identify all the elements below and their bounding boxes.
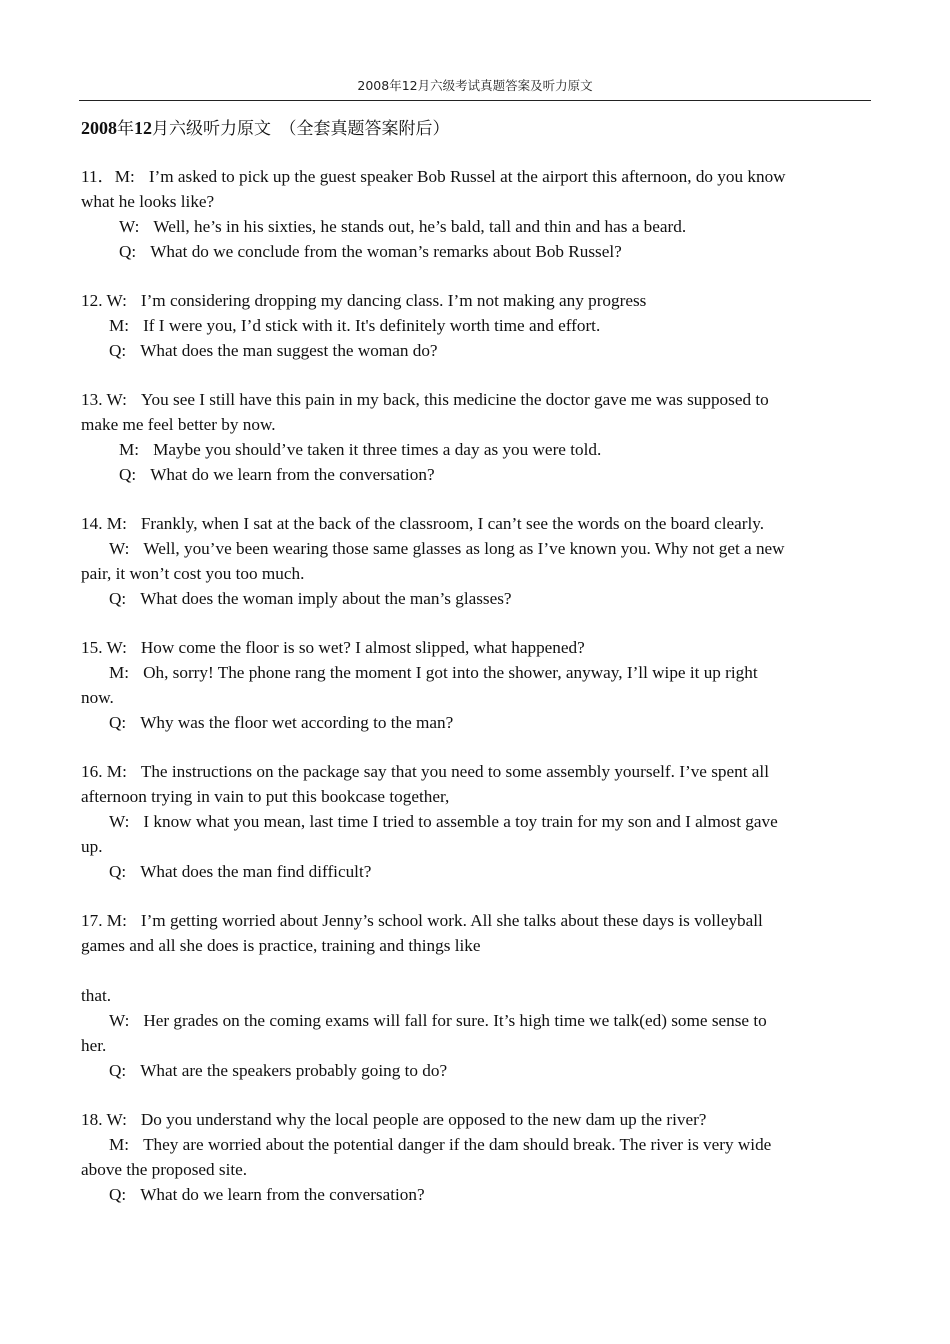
speaker-label: W: bbox=[106, 1110, 127, 1129]
question-item-18 bbox=[81, 1107, 871, 1207]
utterance: I’m considering dropping my dancing class. I’m not making any progress bbox=[140, 291, 647, 310]
speaker-label: W: bbox=[106, 638, 127, 657]
speaker-label: W: bbox=[106, 390, 127, 409]
question-text: What does the man suggest the woman do? bbox=[140, 341, 438, 360]
dialog-line bbox=[81, 759, 871, 784]
question-number: 17. bbox=[81, 911, 103, 930]
speaker-label: Q: bbox=[109, 1061, 127, 1080]
question-text: What do we learn from the conversation? bbox=[150, 465, 435, 484]
transcript bbox=[81, 164, 871, 1231]
question-line bbox=[81, 338, 871, 363]
continuation-line: now. bbox=[81, 688, 114, 707]
question-line bbox=[81, 1058, 871, 1083]
speaker-label: M: bbox=[106, 911, 127, 930]
question-line bbox=[81, 586, 871, 611]
utterance: If I were you, I’d stick with it. It's definitely worth time and effort. bbox=[143, 316, 601, 335]
utterance: Maybe you should’ve taken it three times a day as you were told. bbox=[153, 440, 602, 459]
dialog-line bbox=[81, 536, 871, 561]
question-item-13 bbox=[81, 387, 871, 487]
continuation-line: afternoon trying in vain to put this bookcase together, bbox=[81, 787, 450, 806]
continuation-line: what he looks like? bbox=[81, 192, 215, 211]
utterance: Well, he’s in his sixties, he stands out, he’s bald, tall and thin and has a beard. bbox=[153, 217, 687, 236]
question-line bbox=[81, 239, 871, 264]
speaker-label: W: bbox=[106, 291, 127, 310]
continuation-line: pair, it won’t cost you too much. bbox=[81, 564, 305, 583]
speaker-label: M: bbox=[109, 1135, 130, 1154]
question-text: What does the woman imply about the man’s glasses? bbox=[140, 589, 512, 608]
speaker-label: Q: bbox=[109, 589, 127, 608]
speaker-label: W: bbox=[109, 539, 130, 558]
document-title bbox=[81, 114, 450, 139]
dialog-line bbox=[81, 1107, 871, 1132]
speaker-label: Q: bbox=[119, 465, 137, 484]
utterance: How come the floor is so wet? I almost slipped, what happened? bbox=[140, 638, 585, 657]
speaker-label: M: bbox=[109, 663, 130, 682]
blank-line bbox=[81, 958, 871, 983]
speaker-label: W: bbox=[119, 217, 140, 236]
dialog-line bbox=[81, 511, 871, 536]
question-line bbox=[81, 859, 871, 884]
dialog-line bbox=[81, 313, 871, 338]
question-text: What are the speakers probably going to do? bbox=[140, 1061, 448, 1080]
dialog-line bbox=[81, 164, 871, 189]
utterance: I know what you mean, last time I tried to assemble a toy train for my son and I almost gave bbox=[143, 812, 778, 831]
utterance: You see I still have this pain in my back, this medicine the doctor gave me was supposed to bbox=[140, 390, 769, 409]
speaker-label: M: bbox=[114, 167, 135, 186]
question-text: What do we conclude from the woman’s remarks about Bob Russel? bbox=[150, 242, 622, 261]
utterance: Oh, sorry! The phone rang the moment I got into the shower, anyway, I’ll wipe it up right bbox=[143, 663, 758, 682]
question-item-15 bbox=[81, 635, 871, 735]
question-item-12 bbox=[81, 288, 871, 363]
speaker-label: W: bbox=[109, 812, 130, 831]
running-header: 2008年12月六级考试真题答案及听力原文 bbox=[357, 78, 593, 93]
question-line bbox=[81, 462, 871, 487]
continuation-line: that. bbox=[81, 986, 112, 1005]
speaker-label: Q: bbox=[109, 341, 127, 360]
question-line bbox=[81, 1182, 871, 1207]
utterance: Do you understand why the local people are opposed to the new dam up the river? bbox=[140, 1110, 707, 1129]
question-number: 15. bbox=[81, 638, 103, 657]
continuation-line: her. bbox=[81, 1036, 107, 1055]
title-month: 12 bbox=[134, 118, 152, 138]
speaker-label: M: bbox=[106, 514, 127, 533]
utterance: Well, you’ve been wearing those same glasses as long as I’ve known you. Why not get a new bbox=[143, 539, 785, 558]
utterance: Her grades on the coming exams will fall for sure. It’s high time we talk(ed) some sense to bbox=[143, 1011, 767, 1030]
question-number: 14. bbox=[81, 514, 103, 533]
title-year: 2008 bbox=[81, 118, 117, 138]
continuation-line: up. bbox=[81, 837, 103, 856]
question-text: What do we learn from the conversation? bbox=[140, 1185, 425, 1204]
dialog-line bbox=[81, 908, 871, 933]
dialog-line bbox=[81, 660, 871, 685]
title-rest: 月六级听力原文 （全套真题答案附后） bbox=[152, 119, 450, 139]
utterance: I’m getting worried about Jenny’s school work. All she talks about these days is volleyball bbox=[140, 911, 763, 930]
dialog-line bbox=[81, 635, 871, 660]
utterance: I’m asked to pick up the guest speaker Bob Russel at the airport this afternoon, do you know bbox=[148, 167, 786, 186]
question-text: What does the man find difficult? bbox=[140, 862, 372, 881]
dialog-line bbox=[81, 1008, 871, 1033]
dialog-line bbox=[81, 437, 871, 462]
question-line bbox=[81, 710, 871, 735]
dialog-line bbox=[81, 387, 871, 412]
question-number: 12. bbox=[81, 291, 103, 310]
question-number: 11． bbox=[81, 167, 115, 186]
speaker-label: W: bbox=[109, 1011, 130, 1030]
dialog-line bbox=[81, 809, 871, 834]
speaker-label: Q: bbox=[109, 862, 127, 881]
continuation-line: above the proposed site. bbox=[81, 1160, 248, 1179]
speaker-label: M: bbox=[109, 316, 130, 335]
continuation-line: make me feel better by now. bbox=[81, 415, 276, 434]
dialog-line bbox=[81, 214, 871, 239]
dialog-line bbox=[81, 1132, 871, 1157]
question-item-16 bbox=[81, 759, 871, 884]
speaker-label: Q: bbox=[109, 713, 127, 732]
question-item-17 bbox=[81, 908, 871, 1083]
speaker-label: M: bbox=[106, 762, 127, 781]
header-rule bbox=[79, 100, 871, 101]
question-item-11 bbox=[81, 164, 871, 264]
dialog-line bbox=[81, 288, 871, 313]
utterance: The instructions on the package say that you need to some assembly yourself. I’ve spent all bbox=[140, 762, 769, 781]
speaker-label: M: bbox=[119, 440, 140, 459]
question-text: Why was the floor wet according to the man? bbox=[140, 713, 454, 732]
title-nian: 年 bbox=[117, 119, 134, 139]
question-number: 13. bbox=[81, 390, 103, 409]
question-number: 18. bbox=[81, 1110, 103, 1129]
utterance: Frankly, when I sat at the back of the classroom, I can’t see the words on the board clearly. bbox=[140, 514, 764, 533]
continuation-line: games and all she does is practice, training and things like bbox=[81, 936, 481, 955]
question-number: 16. bbox=[81, 762, 103, 781]
question-item-14 bbox=[81, 511, 871, 611]
utterance: They are worried about the potential danger if the dam should break. The river is very wide bbox=[143, 1135, 772, 1154]
speaker-label: Q: bbox=[119, 242, 137, 261]
speaker-label: Q: bbox=[109, 1185, 127, 1204]
